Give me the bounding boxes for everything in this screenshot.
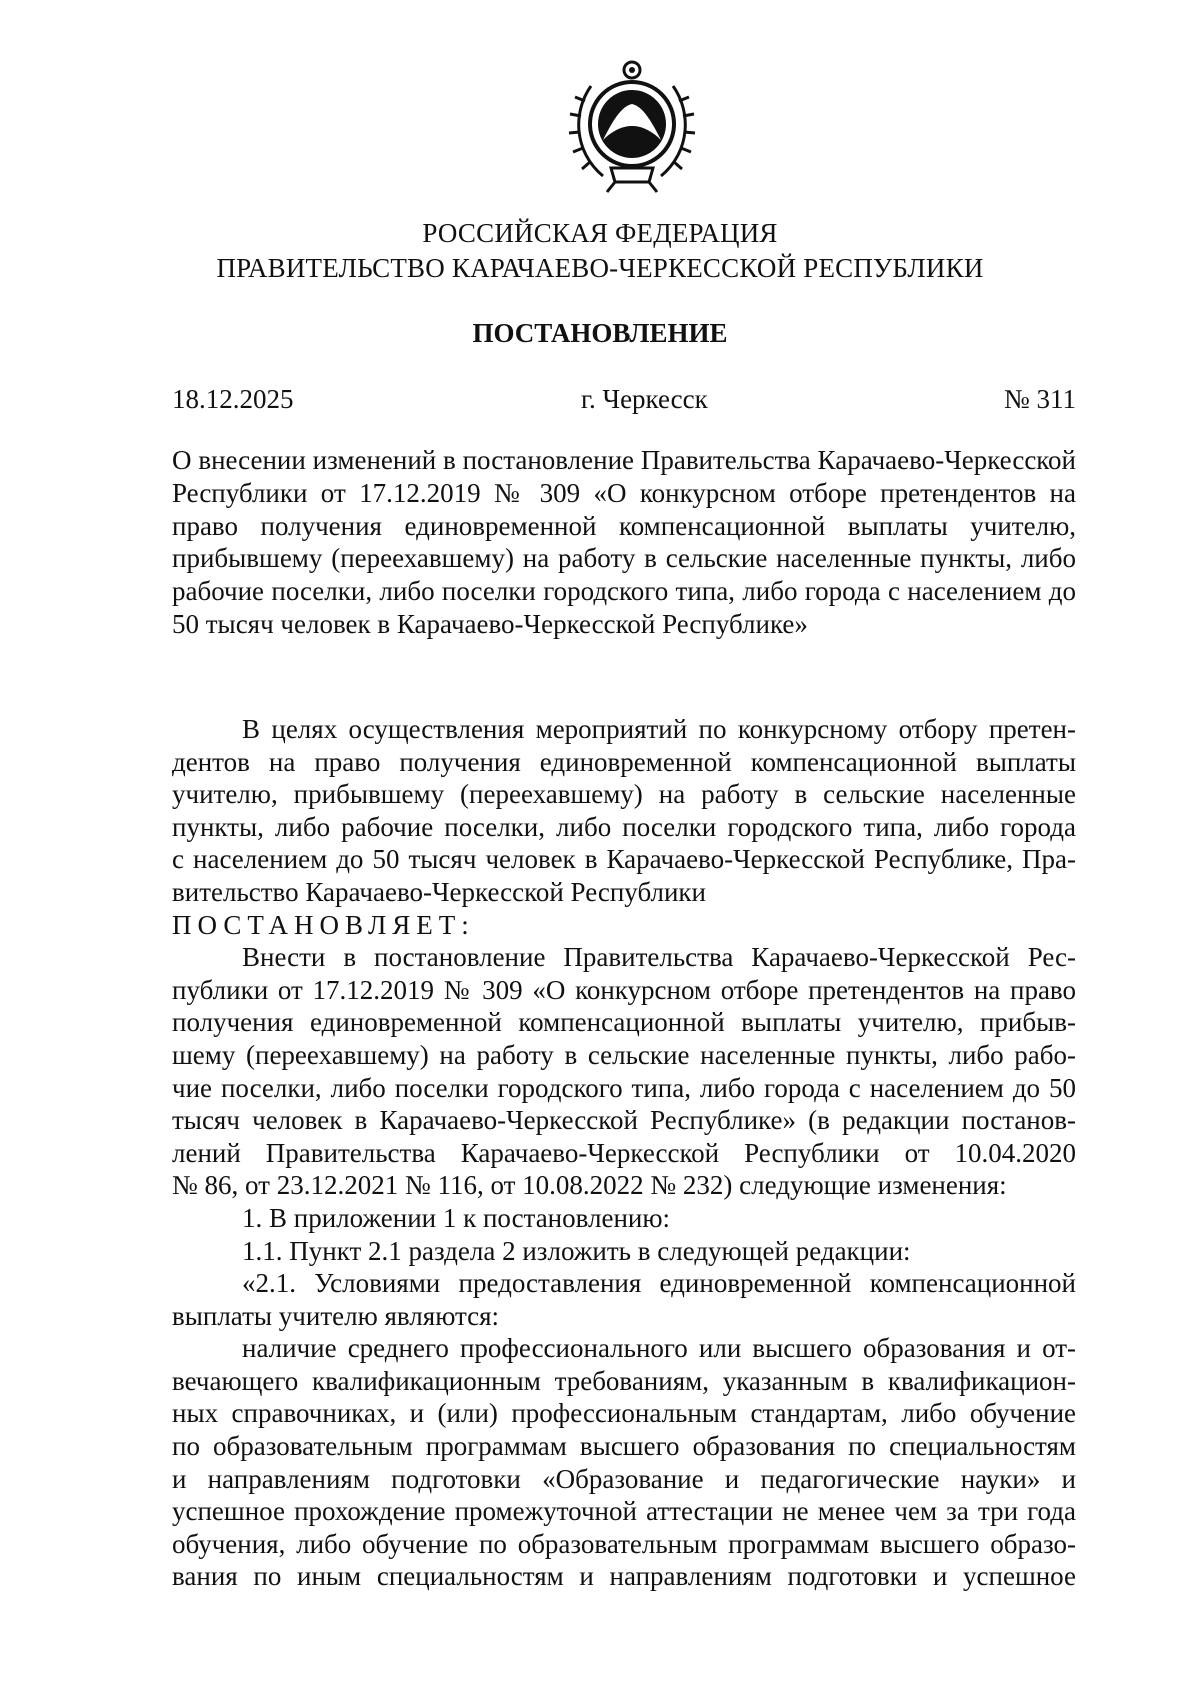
document-date: 18.12.2025 [172,384,294,414]
body-line: тысяч человек в Карачаево-Черкесской Республике» (в редакции постанов- [172,1105,1076,1136]
body-line: по образовательным программам высшего образования по специальностям [172,1431,1076,1462]
body-line: В целях осуществления мероприятий по конкурсному отбору претен- [242,714,1076,744]
document-city: г. Черкесск [581,384,708,414]
body-line: ных справочниках, и (или) профессиональным стандартам, либо обучение [172,1398,1076,1429]
body-line: и направлениям подготовки «Образование и педагогические науки» и [172,1463,1076,1494]
body-line: выплаты учителю являются: [172,1300,500,1331]
body-line: «2.1. Условиями предоставления единовременной компенсационной [242,1268,1076,1299]
body-line: Внести в постановление Правительства Карачаево-Черкесской Рес- [242,942,1076,973]
coat-of-arms-emblem [563,56,701,198]
body-line: с населением до 50 тысяч человек в Карачаево-Черкесской Республике, Пра- [172,844,1076,875]
body-line: учителю, прибывшему (переехавшему) на работу в сельские населенные [172,779,1076,810]
body-line: вания по иным специальностям и направлениям подготовки и успешное [172,1561,1076,1592]
document-type-title: ПОСТАНОВЛЕНИЕ [472,318,728,348]
body-line: № 86, от 23.12.2021 № 116, от 10.08.2022 № 232) следующие изменения: [172,1170,1007,1201]
document-body [172,713,1076,1593]
body-line: чие поселки, либо поселки городского типа, либо города с населением до 50 [172,1072,1076,1103]
country-heading: РОССИЙСКАЯ ФЕДЕРАЦИЯ [422,218,778,248]
resolves-heading: ПОСТАНОВЛЯЕТ: [172,909,475,940]
body-line: обучения, либо обучение по образовательным программам высшего образо- [172,1528,1076,1559]
body-line: шему (переехавшему) на работу в сельские населенные пункты, либо рабо- [172,1039,1076,1070]
body-line: вительство Карачаево-Черкесской Республики [172,876,707,907]
body-line: вечающего квалификационным требованиям, указанным в квалификацион- [172,1365,1076,1396]
document-number: № 311 [1003,384,1076,414]
body-line: успешное прохождение промежуточной аттестации не менее чем за три года [172,1496,1076,1527]
body-line: наличие среднего профессионального или высшего образования и от- [242,1333,1076,1364]
body-line: лений Правительства Карачаево-Черкесской Республики от 10.04.2020 [172,1137,1076,1168]
government-heading: ПРАВИТЕЛЬСТВО КАРАЧАЕВО-ЧЕРКЕССКОЙ РЕСПУБЛИКИ [216,253,984,283]
item-1: 1. В приложении 1 к постановлению: [242,1202,671,1233]
body-line: получения единовременной компенсационной выплаты учителю, прибыв- [172,1007,1076,1038]
body-line: публики от 17.12.2019 № 309 «О конкурсном отборе претендентов на право [172,974,1076,1005]
body-line: пункты, либо рабочие поселки, либо поселки городского типа, либо города [172,811,1076,842]
item-1-1: 1.1. Пункт 2.1 раздела 2 изложить в следующей редакции: [242,1235,911,1266]
body-line: дентов на право получения единовременной компенсационной выплаты [172,746,1076,777]
document-subject: О внесении изменений в постановление Правительства Карачаево-Черкесской Республики от 17.12.2019 № 309 «О конкурсном отборе претендентов на право получения единовременной компенсационной выплаты учителю, прибывшему (переехавшему) на работу в сельские населенные пункты, либо рабочие поселки, либо поселки городского типа, либо города с населением до 50 тысяч человек в Карачаево-Черкесской Республике» [172,445,1076,639]
